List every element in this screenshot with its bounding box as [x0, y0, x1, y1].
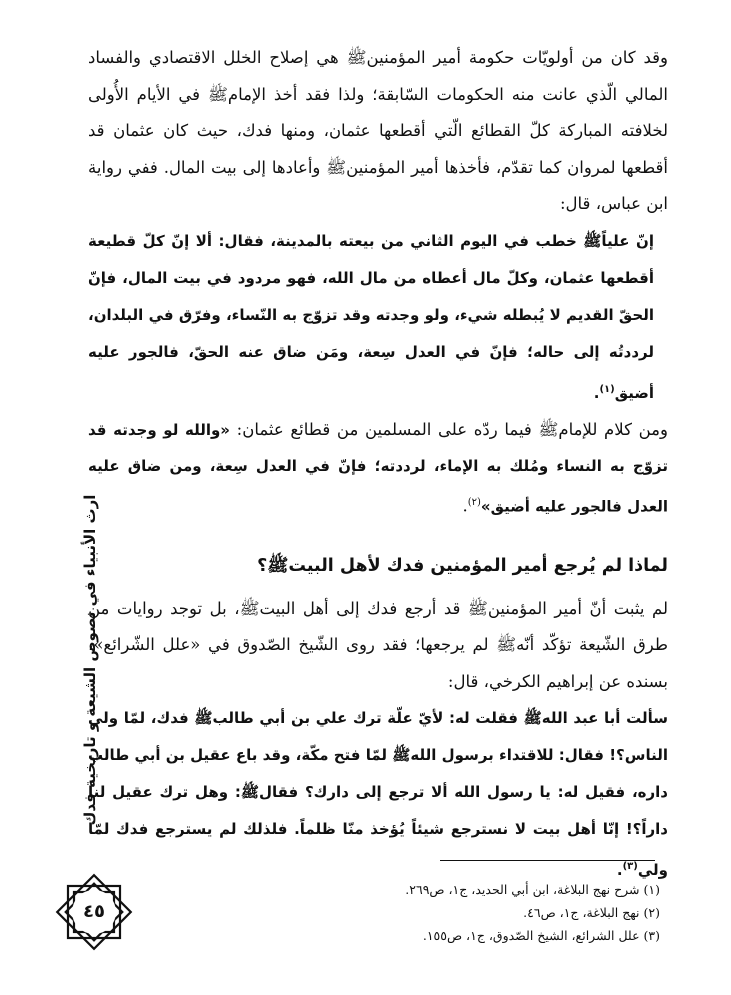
paragraph-intro: وقد كان من أولويّات حكومة أمير المؤمنينﷺ هي إصلاح الخلل الاقتصادي والفساد المالي الّذي عانت منه الحكومات السّابقة؛ ولذا فقد أخذ الإمامﷺ في الأيام الأُولى لخلافته المباركة كلّ القطائع الّتي أقطعها عثمان، ومنها فدك، حيث كان عثمان قد أقطعها لمروان كما تقدّم، فأخذها أمير المؤمنينﷺ وأعادها إلى بيت المال. ففي رواية ابن عباس، قال: [88, 48, 668, 213]
footnote-item: (٢) نهج البلاغة، ج١، ص٤٦. [523, 905, 660, 920]
footnote-item: (٣) علل الشرائع، الشيخ الصّدوق، ج١، ص١٥٥. [422, 928, 660, 943]
footnote-ref-2[interactable]: (٢) [467, 496, 481, 508]
footnote-divider [440, 860, 655, 861]
quote-ibn-abbas: إنّ علياًﷺ خطب في اليوم الثاني من بيعته بالمدينة، فقال: ألا إنّ كلّ قطيعة أقطعها عثمان، وكلّ مال أعطاه من مال الله، فهو مردود في بيت المال، فإنّ الحقّ القديم لا يُبطله شيء، ولو وجدته وقد تزوّج به النّساء، وفرّق في البلدان، لرددتُه إلى حاله؛ فإنّ في العدل سِعة، ومَن ضاق عنه الحقّ، فالجور عليه أضيق$^{(١)}$. [88, 231, 654, 402]
paragraph-fadak: لم يثبت أنّ أمير المؤمنينﷺ قد أرجع فدك إلى أهل البيتﷺ، بل توجد روايات من طرق الشّيعة تؤكّد أنّهﷺ لم يرجعها؛ فقد روى الشّيخ الصّدوق في «علل الشّرائع»، بسنده عن إبراهيم الكرخي، قال: [88, 598, 668, 691]
sentence-end: . [616, 861, 623, 879]
footnote-ref-3[interactable]: (٣) [622, 861, 638, 872]
running-side-title: ارث الأنبياء في نصوص الشيعة و تاريخية فدك [81, 494, 99, 826]
sentence-end: . [462, 496, 468, 515]
page-number-badge [48, 866, 140, 958]
imam-quote: «والله لو وجدته قد تزوّج به النساء ومُلك به الإماء، لرددته؛ فإنّ في العدل سِعة، ومن ضاق عليه العدل فالجور عليه أضيق» [88, 420, 668, 515]
section-heading: لماذا لم يُرجع أمير المؤمنين فدك لأهل البيتﷺ؟ [257, 555, 668, 576]
page-body [88, 40, 668, 889]
footnotes [360, 878, 660, 947]
paragraph-imam-speech [88, 412, 668, 525]
footnote-ref-1[interactable]: (١) [599, 383, 615, 395]
paragraph-intro-text: ومن كلام للإمامﷺ فيما ردّه على المسلمين من قطائع عثمان: [230, 419, 668, 439]
quote-text: سألت أبا عبد اللهﷺ فقلت له: لأيّ علّة ترك علي بن أبي طالبﷺ فدك، لمّا ولي الناس؟! فقال: للاقتداء برسول اللهﷺ لمّا فتح مكّة، وقد باع عقيل بن أبي طالب داره، فقيل له: يا رسول الله ألا ترجع إلى دارك؟ فقالﷺ: وهل ترك عقيل لنا داراً؟! إنّا أهل بيت لا نسترجع شيئاً يُؤخذ منّا ظلماً. فلذلك لم يسترجع فدك لمّا ولي [88, 709, 668, 879]
page-number: ٤٥ [83, 901, 105, 922]
footnote-item: (١) شرح نهج البلاغة، ابن أبي الحديد، ج١، ص٢٦٩. [405, 882, 660, 897]
quote-text: إنّ علياًﷺ خطب في اليوم الثاني من بيعته بالمدينة، فقال: ألا إنّ كلّ قطيعة أقطعها عثمان، وكلّ مال أعطاه من مال الله، فهو مردود في بيت المال، فإنّ الحقّ القديم لا يُبطله شيء، ولو وجدته وقد تزوّج به النّساء، وفرّق في البلدان، لرددتُه إلى حاله؛ فإنّ في العدل سِعة، ومَن ضاق عنه الحقّ، فالجور عليه أضيق [88, 231, 654, 402]
